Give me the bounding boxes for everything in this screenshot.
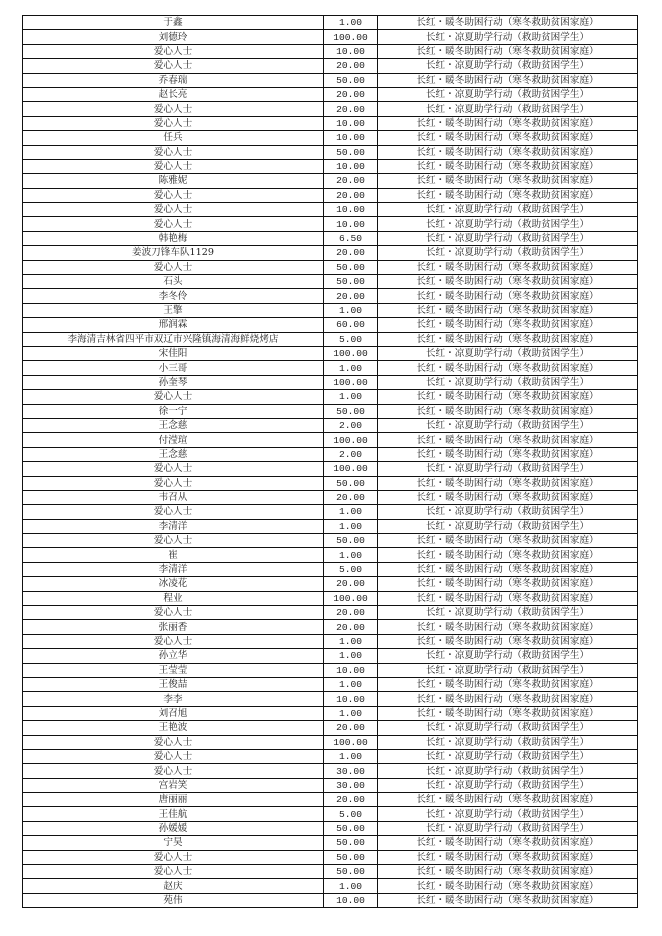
table-row [23, 749, 638, 763]
table-row [23, 562, 638, 576]
donor-name-cell: 爱心人士 [23, 850, 324, 864]
table-row [23, 519, 638, 533]
amount-cell: 100.00 [324, 735, 378, 749]
amount-cell: 100.00 [324, 462, 378, 476]
donor-name-cell: 小三哥 [23, 361, 324, 375]
project-cell: 长红・暖冬助困行动（寒冬救助贫困家庭） [378, 174, 638, 188]
amount-cell: 100.00 [324, 433, 378, 447]
amount-cell: 2.00 [324, 447, 378, 461]
project-cell: 长红・暖冬助困行动（寒冬救助贫困家庭） [378, 260, 638, 274]
amount-cell: 1.00 [324, 749, 378, 763]
donor-name-cell: 冰凌花 [23, 577, 324, 591]
amount-cell: 1.00 [324, 677, 378, 691]
amount-cell: 50.00 [324, 404, 378, 418]
donor-name-cell: 爱心人士 [23, 476, 324, 490]
donor-name-cell: 李清洋 [23, 562, 324, 576]
table-row [23, 879, 638, 893]
donor-name-cell: 爱心人士 [23, 735, 324, 749]
amount-cell: 20.00 [324, 793, 378, 807]
donor-name-cell: 王俊喆 [23, 677, 324, 691]
donor-name-cell: 韩艳梅 [23, 231, 324, 245]
project-cell: 长红・暖冬助困行动（寒冬救助贫困家庭） [378, 692, 638, 706]
donor-name-cell: 徐一宁 [23, 404, 324, 418]
project-cell: 长红・凉夏助学行动（救助贫困学生） [378, 203, 638, 217]
project-cell: 长红・暖冬助困行动（寒冬救助贫困家庭） [378, 44, 638, 58]
amount-cell: 20.00 [324, 577, 378, 591]
donor-name-cell: 李清洋 [23, 519, 324, 533]
donor-name-cell: 王念慈 [23, 447, 324, 461]
table-row [23, 634, 638, 648]
amount-cell: 20.00 [324, 620, 378, 634]
project-cell: 长红・暖冬助困行动（寒冬救助贫困家庭） [378, 159, 638, 173]
amount-cell: 50.00 [324, 275, 378, 289]
project-cell: 长红・暖冬助困行动（寒冬救助贫困家庭） [378, 793, 638, 807]
amount-cell: 60.00 [324, 318, 378, 332]
table-row [23, 303, 638, 317]
project-cell: 长红・凉夏助学行动（救助贫困学生） [378, 102, 638, 116]
table-row [23, 721, 638, 735]
amount-cell: 50.00 [324, 145, 378, 159]
donor-name-cell: 爱心人士 [23, 505, 324, 519]
donor-name-cell: 李冬伶 [23, 289, 324, 303]
project-cell: 长红・暖冬助困行动（寒冬救助贫困家庭） [378, 865, 638, 879]
donor-name-cell: 任兵 [23, 131, 324, 145]
donor-name-cell: 宋佳阳 [23, 346, 324, 360]
table-row [23, 490, 638, 504]
project-cell: 长红・暖冬助困行动（寒冬救助贫困家庭） [378, 131, 638, 145]
project-cell: 长红・凉夏助学行动（救助贫困学生） [378, 519, 638, 533]
amount-cell: 1.00 [324, 361, 378, 375]
table-row [23, 606, 638, 620]
amount-cell: 20.00 [324, 721, 378, 735]
table-row [23, 476, 638, 490]
project-cell: 长红・暖冬助困行动（寒冬救助贫困家庭） [378, 73, 638, 87]
project-cell: 长红・凉夏助学行动（救助贫困学生） [378, 649, 638, 663]
amount-cell: 10.00 [324, 692, 378, 706]
table-row [23, 217, 638, 231]
table-row [23, 174, 638, 188]
donor-name-cell: 王莹莹 [23, 663, 324, 677]
table-row [23, 318, 638, 332]
donation-table-body [23, 16, 638, 908]
donor-name-cell: 于鑫 [23, 16, 324, 30]
donor-name-cell: 王佳航 [23, 807, 324, 821]
amount-cell: 50.00 [324, 260, 378, 274]
donor-name-cell: 李海清吉林省四平市双辽市兴隆镇海清海鲜烧烤店 [23, 332, 324, 346]
amount-cell: 1.00 [324, 879, 378, 893]
table-row [23, 260, 638, 274]
project-cell: 长红・暖冬助困行动（寒冬救助贫困家庭） [378, 562, 638, 576]
table-row [23, 332, 638, 346]
table-row [23, 16, 638, 30]
donor-name-cell: 爱心人士 [23, 865, 324, 879]
amount-cell: 10.00 [324, 217, 378, 231]
amount-cell: 1.00 [324, 303, 378, 317]
amount-cell: 30.00 [324, 764, 378, 778]
table-row [23, 390, 638, 404]
table-row [23, 620, 638, 634]
table-row [23, 433, 638, 447]
project-cell: 长红・暖冬助困行动（寒冬救助贫困家庭） [378, 145, 638, 159]
donor-name-cell: 赵长亮 [23, 87, 324, 101]
project-cell: 长红・凉夏助学行动（救助贫困学生） [378, 87, 638, 101]
project-cell: 长红・暖冬助困行动（寒冬救助贫困家庭） [378, 706, 638, 720]
donor-name-cell: 爱心人士 [23, 534, 324, 548]
donor-name-cell: 宫岩笑 [23, 778, 324, 792]
donor-name-cell: 爱心人士 [23, 634, 324, 648]
project-cell: 长红・暖冬助困行动（寒冬救助贫困家庭） [378, 447, 638, 461]
project-cell: 长红・暖冬助困行动（寒冬救助贫困家庭） [378, 318, 638, 332]
amount-cell: 2.00 [324, 418, 378, 432]
project-cell: 长红・凉夏助学行动（救助贫困学生） [378, 217, 638, 231]
project-cell: 长红・凉夏助学行动（救助贫困学生） [378, 663, 638, 677]
project-cell: 长红・暖冬助困行动（寒冬救助贫困家庭） [378, 332, 638, 346]
amount-cell: 50.00 [324, 476, 378, 490]
amount-cell: 20.00 [324, 174, 378, 188]
amount-cell: 20.00 [324, 188, 378, 202]
donor-name-cell: 姜波刀锋车队1129 [23, 246, 324, 260]
table-row [23, 102, 638, 116]
donor-name-cell: 爱心人士 [23, 462, 324, 476]
amount-cell: 1.00 [324, 634, 378, 648]
project-cell: 长红・凉夏助学行动（救助贫困学生） [378, 778, 638, 792]
donor-name-cell: 爱心人士 [23, 217, 324, 231]
project-cell: 长红・暖冬助困行动（寒冬救助贫困家庭） [378, 188, 638, 202]
project-cell: 长红・凉夏助学行动（救助贫困学生） [378, 821, 638, 835]
table-row [23, 44, 638, 58]
table-row [23, 404, 638, 418]
amount-cell: 20.00 [324, 102, 378, 116]
donation-table [22, 15, 638, 908]
amount-cell: 100.00 [324, 30, 378, 44]
amount-cell: 5.00 [324, 332, 378, 346]
project-cell: 长红・凉夏助学行动（救助贫困学生） [378, 346, 638, 360]
donor-name-cell: 刘召旭 [23, 706, 324, 720]
amount-cell: 100.00 [324, 346, 378, 360]
project-cell: 长红・凉夏助学行动（救助贫困学生） [378, 721, 638, 735]
donor-name-cell: 爱心人士 [23, 749, 324, 763]
table-row [23, 649, 638, 663]
amount-cell: 1.00 [324, 390, 378, 404]
table-row [23, 73, 638, 87]
amount-cell: 10.00 [324, 159, 378, 173]
project-cell: 长红・凉夏助学行动（救助贫困学生） [378, 764, 638, 778]
table-row [23, 275, 638, 289]
table-row [23, 447, 638, 461]
amount-cell: 1.00 [324, 548, 378, 562]
amount-cell: 1.00 [324, 649, 378, 663]
project-cell: 长红・凉夏助学行动（救助贫困学生） [378, 807, 638, 821]
table-row [23, 534, 638, 548]
project-cell: 长红・暖冬助困行动（寒冬救助贫困家庭） [378, 620, 638, 634]
table-row [23, 865, 638, 879]
project-cell: 长红・凉夏助学行动（救助贫困学生） [378, 462, 638, 476]
amount-cell: 20.00 [324, 289, 378, 303]
donor-name-cell: 爱心人士 [23, 59, 324, 73]
table-row [23, 692, 638, 706]
donor-name-cell: 爱心人士 [23, 188, 324, 202]
table-row [23, 246, 638, 260]
table-row [23, 131, 638, 145]
project-cell: 长红・暖冬助困行动（寒冬救助贫困家庭） [378, 634, 638, 648]
donor-name-cell: 孙媛媛 [23, 821, 324, 835]
amount-cell: 100.00 [324, 591, 378, 605]
table-row [23, 188, 638, 202]
table-row [23, 706, 638, 720]
donor-name-cell: 付滢瑄 [23, 433, 324, 447]
project-cell: 长红・暖冬助困行动（寒冬救助贫困家庭） [378, 16, 638, 30]
project-cell: 长红・暖冬助困行动（寒冬救助贫困家庭） [378, 534, 638, 548]
donor-name-cell: 王艳波 [23, 721, 324, 735]
table-row [23, 375, 638, 389]
project-cell: 长红・暖冬助困行动（寒冬救助贫困家庭） [378, 677, 638, 691]
amount-cell: 1.00 [324, 16, 378, 30]
donor-name-cell: 张丽香 [23, 620, 324, 634]
donor-name-cell: 宁昊 [23, 836, 324, 850]
donor-name-cell: 爱心人士 [23, 606, 324, 620]
amount-cell: 6.50 [324, 231, 378, 245]
amount-cell: 10.00 [324, 116, 378, 130]
table-row [23, 87, 638, 101]
project-cell: 长红・暖冬助困行动（寒冬救助贫困家庭） [378, 404, 638, 418]
project-cell: 长红・凉夏助学行动（救助贫困学生） [378, 375, 638, 389]
donor-name-cell: 陈雅妮 [23, 174, 324, 188]
table-row [23, 203, 638, 217]
project-cell: 长红・暖冬助困行动（寒冬救助贫困家庭） [378, 591, 638, 605]
donor-name-cell: 孙立华 [23, 649, 324, 663]
table-row [23, 462, 638, 476]
amount-cell: 1.00 [324, 505, 378, 519]
table-row [23, 30, 638, 44]
table-row [23, 764, 638, 778]
table-row [23, 677, 638, 691]
amount-cell: 50.00 [324, 73, 378, 87]
project-cell: 长红・凉夏助学行动（救助贫困学生） [378, 246, 638, 260]
project-cell: 长红・暖冬助困行动（寒冬救助贫困家庭） [378, 390, 638, 404]
table-row [23, 548, 638, 562]
table-row [23, 159, 638, 173]
project-cell: 长红・暖冬助困行动（寒冬救助贫困家庭） [378, 303, 638, 317]
donor-name-cell: 爱心人士 [23, 764, 324, 778]
donor-name-cell: 爱心人士 [23, 260, 324, 274]
project-cell: 长红・凉夏助学行动（救助贫困学生） [378, 735, 638, 749]
amount-cell: 10.00 [324, 44, 378, 58]
project-cell: 长红・暖冬助困行动（寒冬救助贫困家庭） [378, 577, 638, 591]
amount-cell: 10.00 [324, 131, 378, 145]
project-cell: 长红・凉夏助学行动（救助贫困学生） [378, 418, 638, 432]
table-row [23, 850, 638, 864]
amount-cell: 50.00 [324, 865, 378, 879]
project-cell: 长红・凉夏助学行动（救助贫困学生） [378, 30, 638, 44]
project-cell: 长红・暖冬助困行动（寒冬救助贫困家庭） [378, 275, 638, 289]
table-row [23, 418, 638, 432]
donor-name-cell: 李李 [23, 692, 324, 706]
amount-cell: 10.00 [324, 663, 378, 677]
donor-name-cell: 韦召从 [23, 490, 324, 504]
table-row [23, 231, 638, 245]
donor-name-cell: 赵庆 [23, 879, 324, 893]
donor-name-cell: 爱心人士 [23, 390, 324, 404]
table-row [23, 735, 638, 749]
project-cell: 长红・暖冬助困行动（寒冬救助贫困家庭） [378, 116, 638, 130]
project-cell: 长红・凉夏助学行动（救助贫困学生） [378, 606, 638, 620]
project-cell: 长红・暖冬助困行动（寒冬救助贫困家庭） [378, 850, 638, 864]
table-row [23, 836, 638, 850]
amount-cell: 20.00 [324, 246, 378, 260]
donor-name-cell: 爱心人士 [23, 159, 324, 173]
project-cell: 长红・暖冬助困行动（寒冬救助贫困家庭） [378, 879, 638, 893]
project-cell: 长红・暖冬助困行动（寒冬救助贫困家庭） [378, 893, 638, 907]
donor-name-cell: 爱心人士 [23, 44, 324, 58]
table-row [23, 591, 638, 605]
project-cell: 长红・暖冬助困行动（寒冬救助贫困家庭） [378, 361, 638, 375]
amount-cell: 50.00 [324, 821, 378, 835]
donor-name-cell: 王擎 [23, 303, 324, 317]
amount-cell: 100.00 [324, 375, 378, 389]
table-row [23, 793, 638, 807]
amount-cell: 50.00 [324, 534, 378, 548]
donor-name-cell: 石头 [23, 275, 324, 289]
project-cell: 长红・暖冬助困行动（寒冬救助贫困家庭） [378, 476, 638, 490]
donor-name-cell: 邢润霖 [23, 318, 324, 332]
amount-cell: 5.00 [324, 562, 378, 576]
donor-name-cell: 唐丽丽 [23, 793, 324, 807]
table-row [23, 577, 638, 591]
donor-name-cell: 刘德玲 [23, 30, 324, 44]
table-row [23, 289, 638, 303]
project-cell: 长红・暖冬助困行动（寒冬救助贫困家庭） [378, 289, 638, 303]
table-row [23, 145, 638, 159]
table-row [23, 778, 638, 792]
amount-cell: 1.00 [324, 706, 378, 720]
project-cell: 长红・暖冬助困行动（寒冬救助贫困家庭） [378, 836, 638, 850]
amount-cell: 20.00 [324, 490, 378, 504]
amount-cell: 10.00 [324, 203, 378, 217]
project-cell: 长红・暖冬助困行动（寒冬救助贫困家庭） [378, 548, 638, 562]
project-cell: 长红・凉夏助学行动（救助贫困学生） [378, 59, 638, 73]
amount-cell: 20.00 [324, 606, 378, 620]
table-row [23, 821, 638, 835]
table-row [23, 59, 638, 73]
project-cell: 长红・凉夏助学行动（救助贫困学生） [378, 505, 638, 519]
amount-cell: 30.00 [324, 778, 378, 792]
table-row [23, 346, 638, 360]
amount-cell: 5.00 [324, 807, 378, 821]
amount-cell: 10.00 [324, 893, 378, 907]
project-cell: 长红・暖冬助困行动（寒冬救助贫困家庭） [378, 433, 638, 447]
donor-name-cell: 程业 [23, 591, 324, 605]
table-row [23, 361, 638, 375]
donor-name-cell: 苑伟 [23, 893, 324, 907]
donor-name-cell: 爱心人士 [23, 203, 324, 217]
table-row [23, 893, 638, 907]
project-cell: 长红・暖冬助困行动（寒冬救助贫困家庭） [378, 490, 638, 504]
amount-cell: 20.00 [324, 59, 378, 73]
project-cell: 长红・凉夏助学行动（救助贫困学生） [378, 749, 638, 763]
donor-name-cell: 王念慈 [23, 418, 324, 432]
table-row [23, 807, 638, 821]
donor-name-cell: 爱心人士 [23, 145, 324, 159]
amount-cell: 50.00 [324, 850, 378, 864]
project-cell: 长红・凉夏助学行动（救助贫困学生） [378, 231, 638, 245]
donor-name-cell: 孙奎琴 [23, 375, 324, 389]
donor-name-cell: 乔春瑞 [23, 73, 324, 87]
table-row [23, 116, 638, 130]
table-row [23, 505, 638, 519]
table-row [23, 663, 638, 677]
amount-cell: 1.00 [324, 519, 378, 533]
donor-name-cell: 爱心人士 [23, 116, 324, 130]
amount-cell: 50.00 [324, 836, 378, 850]
amount-cell: 20.00 [324, 87, 378, 101]
donor-name-cell: 崔 [23, 548, 324, 562]
donor-name-cell: 爱心人士 [23, 102, 324, 116]
